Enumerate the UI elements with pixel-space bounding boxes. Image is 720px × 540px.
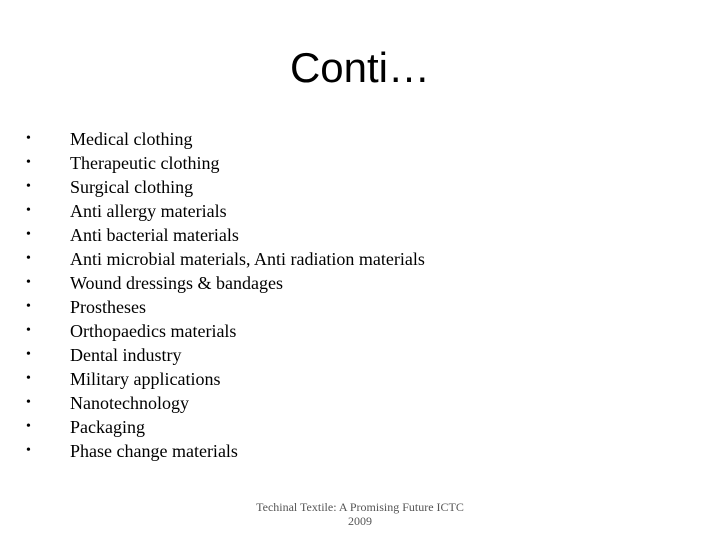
list-item-text: Medical clothing: [70, 129, 193, 149]
bullet-icon: •: [26, 155, 31, 170]
bullet-icon: •: [26, 371, 31, 386]
bullet-icon: •: [26, 251, 31, 266]
list-item: [26, 391, 425, 415]
list-item: [26, 439, 425, 463]
list-item: [26, 319, 425, 343]
bullet-list: [26, 127, 425, 463]
bullet-icon: •: [26, 179, 31, 194]
list-item: [26, 151, 425, 175]
list-item-text: Wound dressings & bandages: [70, 273, 284, 293]
list-item-text: Therapeutic clothing: [70, 153, 220, 173]
bullet-icon: •: [26, 443, 31, 458]
bullet-icon: •: [26, 323, 31, 338]
list-item: [26, 247, 425, 271]
bullet-icon: •: [26, 275, 31, 290]
bullet-icon: •: [26, 395, 31, 410]
list-item: [26, 199, 425, 223]
list-item-text: Anti allergy materials: [70, 201, 227, 221]
list-item-text: Anti bacterial materials: [70, 225, 239, 245]
list-item-text: Prostheses: [70, 297, 146, 317]
list-item: [26, 271, 425, 295]
footer-line-1: Techinal Textile: A Promising Future ICTC: [256, 500, 464, 514]
list-item-text: Phase change materials: [70, 441, 238, 461]
list-item-text: Packaging: [70, 417, 145, 437]
list-item-text: Military applications: [70, 369, 221, 389]
bullet-icon: •: [26, 299, 31, 314]
list-item: [26, 343, 425, 367]
list-item-text: Nanotechnology: [70, 393, 189, 413]
bullet-icon: •: [26, 131, 31, 146]
list-item: [26, 223, 425, 247]
list-item: [26, 295, 425, 319]
list-item-text: Surgical clothing: [70, 177, 194, 197]
list-item: [26, 127, 425, 151]
bullet-icon: •: [26, 203, 31, 218]
bullet-icon: •: [26, 419, 31, 434]
bullet-icon: •: [26, 347, 31, 362]
bullet-icon: •: [26, 227, 31, 242]
list-item-text: Anti microbial materials, Anti radiation materials: [70, 249, 425, 269]
list-item-text: Orthopaedics materials: [70, 321, 237, 341]
slide-title: Conti…: [289, 44, 431, 91]
footer-line-2: 2009: [348, 514, 372, 528]
slide-footer: [240, 500, 480, 528]
list-item: [26, 415, 425, 439]
list-item: [26, 367, 425, 391]
list-item-text: Dental industry: [70, 345, 182, 365]
list-item: [26, 175, 425, 199]
